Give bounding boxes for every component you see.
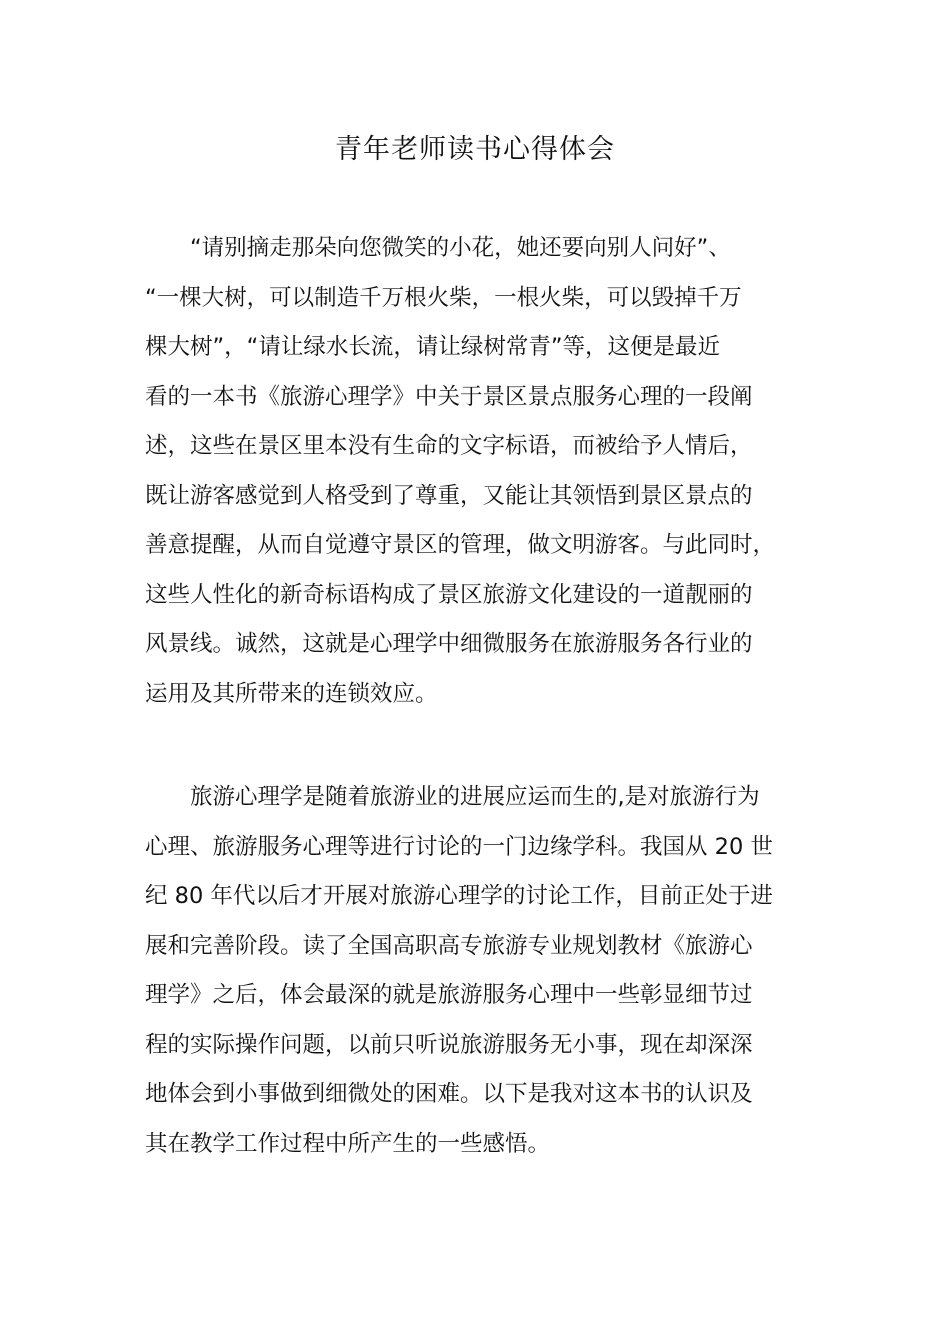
- paragraph-line: 程的实际操作问题，以前只听说旅游服务无小事，现在却深深: [145, 1031, 753, 1058]
- paragraph-line: 棵大树”，“请让绿水长流，请让绿树常青”等，这便是最近: [145, 334, 720, 360]
- paragraph-line: 理学》之后，体会最深的就是旅游服务心理中一些彰显细节过: [145, 982, 753, 1008]
- paragraph-line: 既让游客感觉到人格受到了尊重，又能让其领悟到景区景点的: [145, 482, 753, 509]
- paragraph-line: 述，这些在景区里本没有生命的文字标语，而被给予人情后，: [145, 433, 753, 459]
- paragraph-line: 运用及其所带来的连锁效应。: [145, 680, 438, 707]
- paragraph-line: 纪 80 年代以后才开展对旅游心理学的讨论工作，目前正处于进: [145, 883, 773, 909]
- paragraph-line: 看的一本书《旅游心理学》中关于景区景点服务心理的一段阐: [145, 383, 753, 410]
- paragraph-line: “一棵大树，可以制造千万根火柴，一根火柴，可以毁掉千万: [145, 284, 742, 311]
- paragraph-1: [145, 224, 825, 719]
- paragraph-line: “请别摘走那朵向您微笑的小花，她还要向别人问好”、: [145, 235, 731, 261]
- paragraph-line: 展和完善阶段。读了全国高职高专旅游专业规划教材《旅游心: [145, 932, 753, 959]
- paragraph-line: 旅游心理学是随着旅游业的进展应运而生的,是对旅游行为: [145, 784, 760, 810]
- paragraph-line: 地体会到小事做到细微处的困难。以下是我对这本书的认识及: [145, 1081, 753, 1107]
- paragraph-line: 风景线。诚然，这就是心理学中细微服务在旅游服务各行业的: [145, 631, 753, 657]
- paragraph-line: 善意提醒，从而自觉遵守景区的管理，做文明游客。与此同时，: [145, 532, 776, 558]
- paragraph-2: [145, 773, 825, 1169]
- paragraph-line: 心理、旅游服务心理等进行讨论的一门边缘学科。我国从 20 世: [145, 833, 773, 860]
- paragraph-line: 这些人性化的新奇标语构成了景区旅游文化建设的一道靓丽的: [145, 581, 753, 608]
- document-title: 青年老师读书心得体会: [335, 134, 615, 165]
- paragraph-line: 其在教学工作过程中所产生的一些感悟。: [145, 1130, 551, 1157]
